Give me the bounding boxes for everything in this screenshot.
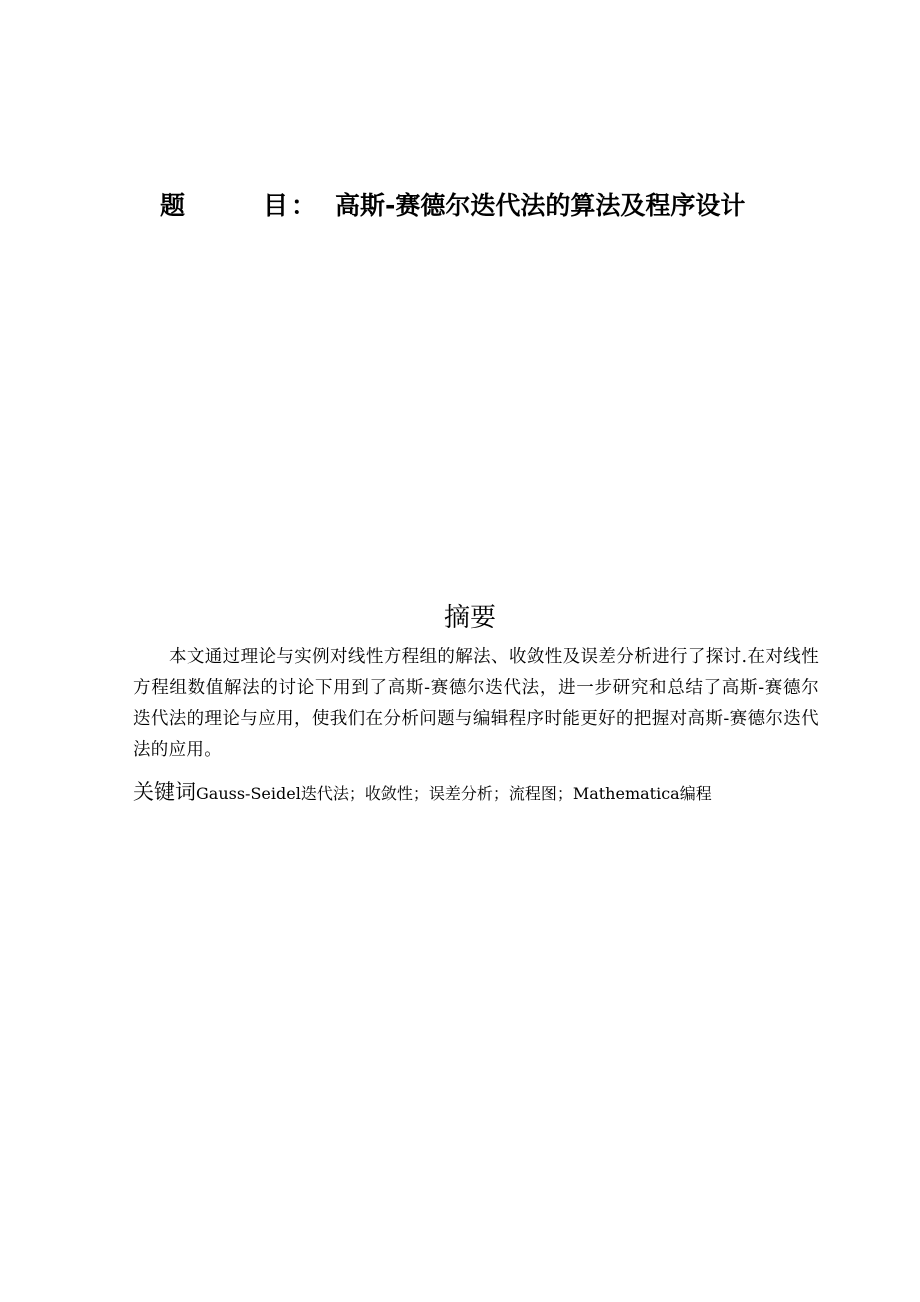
title-colon: ： (291, 191, 317, 220)
title-label-part1: 题 (160, 191, 186, 220)
keywords-label: 关键词 (133, 780, 196, 804)
document-title (160, 186, 840, 226)
keywords-line (133, 776, 833, 810)
abstract-heading: 摘要 (443, 603, 496, 633)
keywords-text: Gauss-Seidel迭代法；收敛性；误差分析；流程图；Mathematica编程 (196, 784, 712, 803)
title-text: 高斯-赛德尔迭代法的算法及程序设计 (335, 191, 746, 220)
title-label-part2: 目 (263, 191, 289, 220)
abstract-body: 本文通过理论与实例对线性方程组的解法、收敛性及误差分析进行了探讨.在对线性方程组数值解法的讨论下用到了高斯-赛德尔迭代法，进一步研究和总结了高斯-赛德尔迭代法的理论与应用，使我们在分析问题与编辑程序时能更好的把握对高斯-赛德尔迭代法的应用。 (133, 647, 819, 760)
